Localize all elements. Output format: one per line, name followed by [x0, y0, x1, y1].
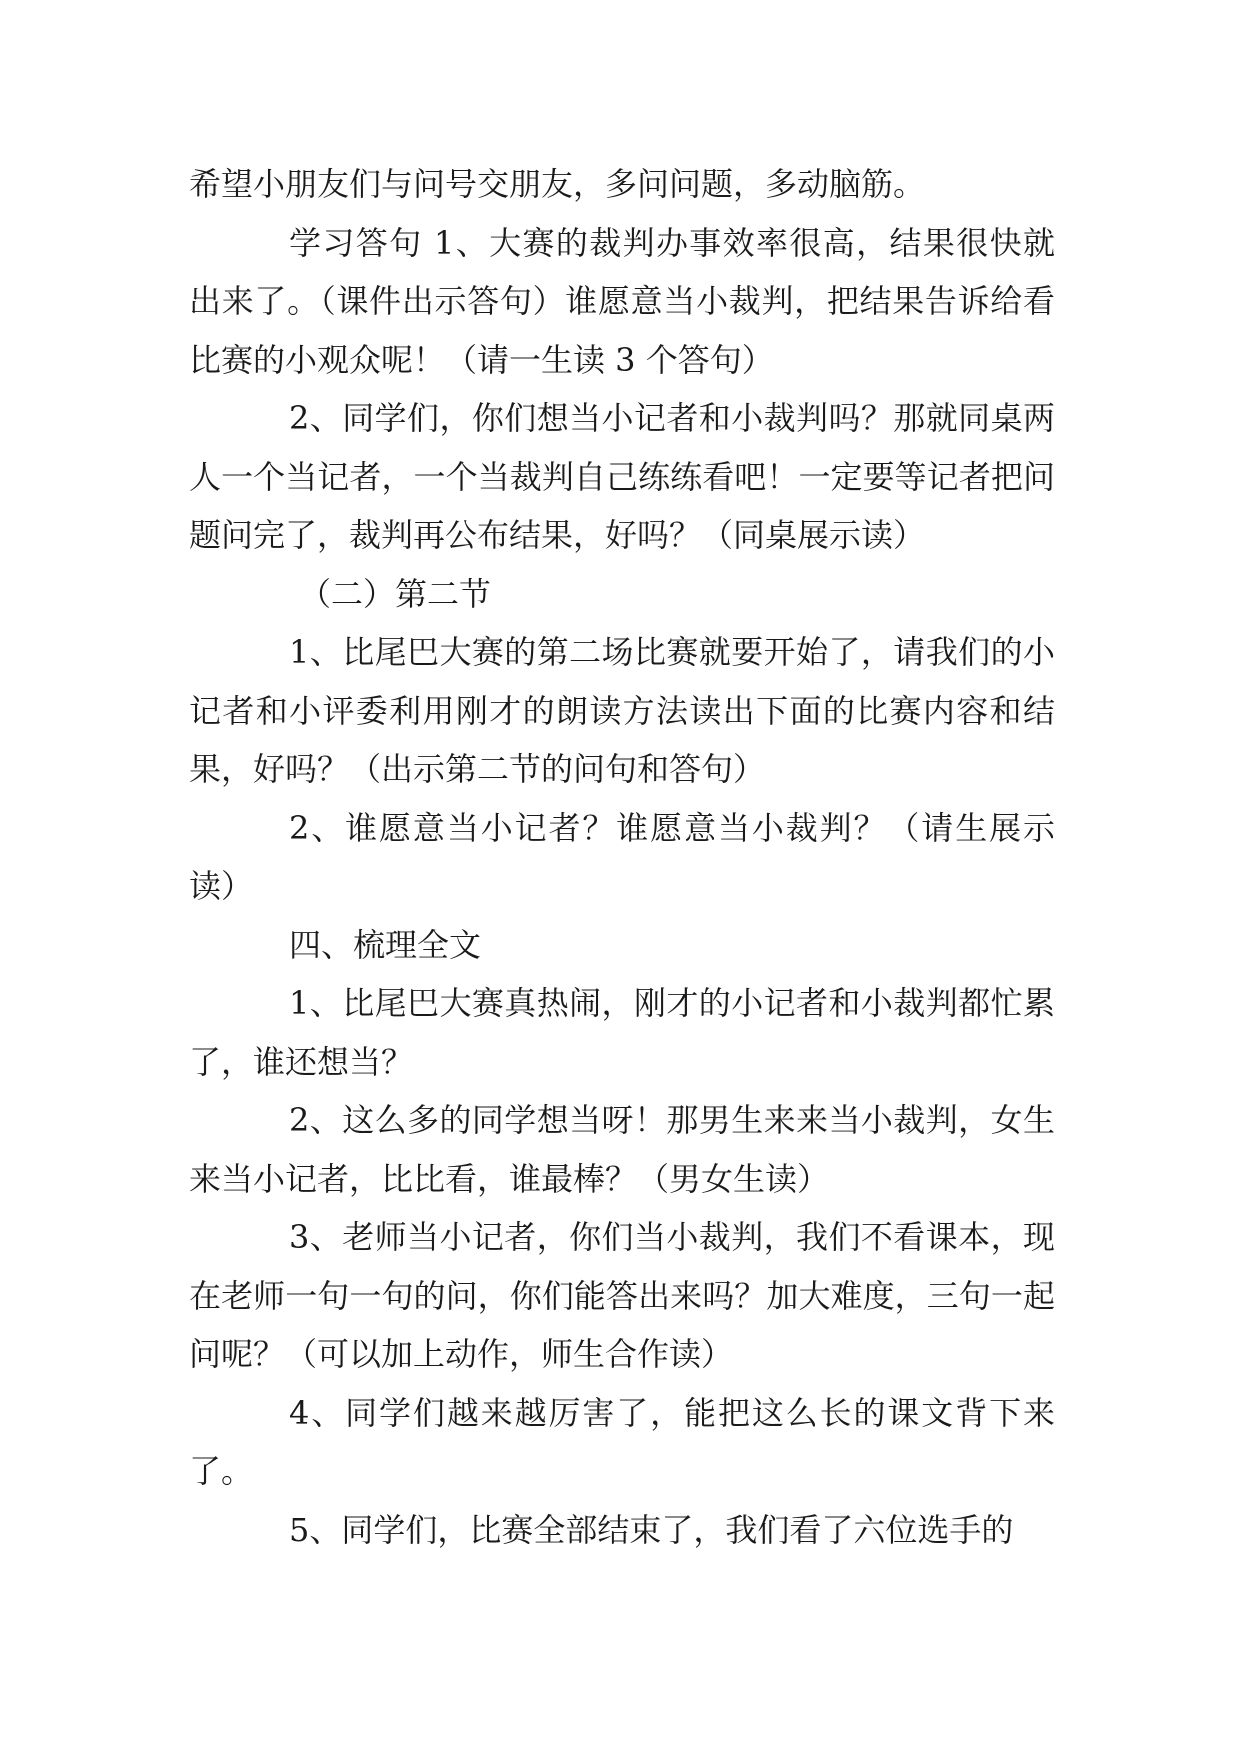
paragraph-11: 4、同学们越来越厉害了，能把这么长的课文背下来了。: [189, 1393, 1055, 1490]
section-heading-four: 四、梳理全文: [289, 925, 482, 964]
paragraph-10: 3、老师当小记者，你们当小裁判，我们不看课本，现在老师一句一句的问，你们能答出来吗？加大难度，三句一起问呢？（可以加上动作，师生合作读）: [189, 1218, 1055, 1373]
paragraph-1: 希望小朋友们与问号交朋友，多问问题，多动脑筋。: [189, 165, 926, 203]
document-body: [189, 155, 1055, 1559]
paragraph-12: 5、同学们，比赛全部结束了，我们看了六位选手的: [289, 1510, 1014, 1549]
paragraph-9: 2、这么多的同学想当呀！那男生来来当小裁判，女生来当小记者，比比看，谁最棒？（男女生读）: [189, 1101, 1055, 1198]
paragraph-8: 1、比尾巴大赛真热闹，刚才的小记者和小裁判都忙累了，谁还想当？: [189, 984, 1055, 1081]
paragraph-5: 1、比尾巴大赛的第二场比赛就要开始了，请我们的小记者和小评委利用刚才的朗读方法读出下面的比赛内容和结果，好吗？（出示第二节的问句和答句）: [189, 633, 1055, 788]
paragraph-2: 学习答句 1、大赛的裁判办事效率很高，结果很快就出来了。（课件出示答句）谁愿意当小裁判，把结果告诉给看比赛的小观众呢！（请一生读 3 个答句）: [189, 223, 1055, 379]
paragraph-3: 2、同学们，你们想当小记者和小裁判吗？那就同桌两人一个当记者，一个当裁判自己练练看吧！一定要等记者把问题问完了，裁判再公布结果，好吗？（同桌展示读）: [189, 399, 1055, 554]
paragraph-6: 2、谁愿意当小记者？谁愿意当小裁判？（请生展示读）: [189, 808, 1055, 905]
section-heading-part-two: （二）第二节: [299, 574, 492, 613]
